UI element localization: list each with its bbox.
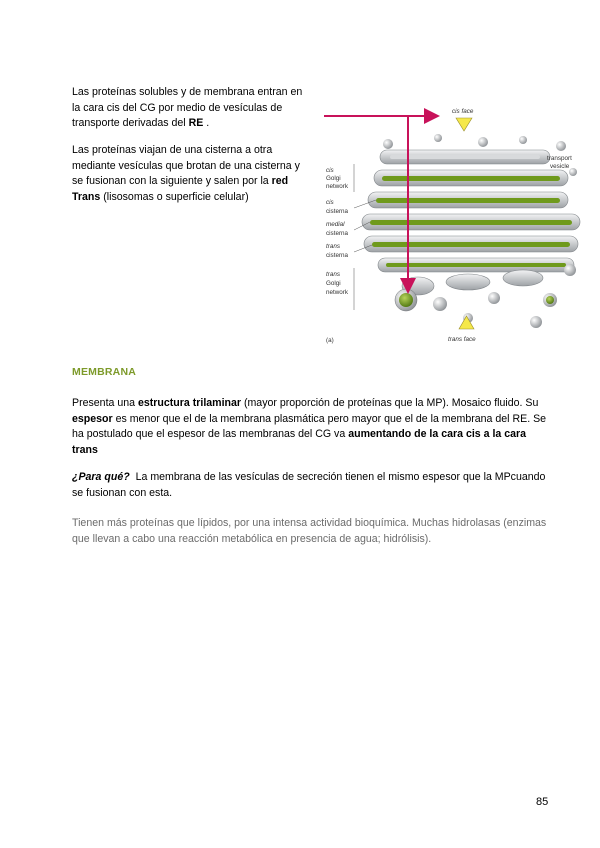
text: Presenta una xyxy=(72,397,138,409)
page-number: 85 xyxy=(536,796,549,808)
cis-cisterna-label-1: cis xyxy=(326,199,334,206)
cis-cisterna-label-2: cisterna xyxy=(326,208,349,215)
question-term: ¿Para qué? xyxy=(72,471,130,483)
red-trans-term: red Trans xyxy=(72,175,289,203)
text: La membrana de las vesículas de secreción tienen el mismo espesor que la MPcuando se fusionan con esta. xyxy=(72,471,549,499)
membrana-paragraph-1 xyxy=(72,396,552,458)
intro-paragraph-1 xyxy=(72,85,304,132)
intro-paragraph-2 xyxy=(72,143,312,205)
section-heading: MEMBRANA xyxy=(72,366,137,378)
cis-golgi-label-3: network xyxy=(326,183,349,190)
trans-cisterna-label-2: cisterna xyxy=(326,252,349,259)
medial-cisterna-label-2: cisterna xyxy=(326,230,349,237)
trans-golgi-label-3: network xyxy=(326,289,349,296)
membrana-paragraph-2 xyxy=(72,470,552,501)
left-labels xyxy=(326,164,376,344)
transport-vesicle-label-2: vesicle xyxy=(550,163,570,170)
bold-term: aumentando de la cara cis a la cara trans xyxy=(72,428,527,456)
golgi-diagram xyxy=(318,100,590,350)
text: es menor que el de la membrana plasmática pero mayor que el de la membrana del RE. Se ha postulado que el espesor de las membranas del CG va xyxy=(72,412,547,440)
re-term: RE xyxy=(188,117,204,129)
text: (mayor proporción de proteínas que la MP). Mosaico fluido. Su xyxy=(241,397,539,409)
cisternae-stack xyxy=(362,150,580,272)
cis-face-triangle xyxy=(456,118,472,131)
intro-text-end: (lisosomas o superficie celular) xyxy=(100,190,249,203)
bold-term: estructura trilaminar xyxy=(137,397,241,409)
intro-text: Las proteínas solubles y de membrana entran en la cara cis del CG por medio de vesículas de transporte derivadas del xyxy=(72,86,303,129)
panel-label: (a) xyxy=(326,337,334,344)
cis-golgi-label-1: cis xyxy=(326,167,334,174)
membrana-paragraph-3: Tienen más proteínas que lípidos, por una intensa actividad bioquímica. Muchas hidrolasas (enzimas que llevan a cabo una reacción metabólica en presencia de agua; hidrólisis). xyxy=(72,517,547,545)
trans-golgi-label-1: trans xyxy=(326,271,340,278)
trans-cisterna-label-1: trans xyxy=(326,243,340,250)
bold-term: espesor xyxy=(72,412,113,425)
trans-face-label: trans face xyxy=(448,336,476,343)
trans-golgi-network xyxy=(395,264,576,328)
intro-text-end: . xyxy=(203,117,210,129)
cis-golgi-label-2: Golgi xyxy=(326,175,341,182)
medial-cisterna-label-1: medial xyxy=(326,221,345,228)
intro-text: Las proteínas viajan de una cisterna a otra mediante vesículas que brotan de una cisterna y se fusionan con la siguiente y salen por la xyxy=(72,144,300,187)
cis-face-label: cis face xyxy=(452,108,474,115)
golgi-svg xyxy=(318,100,590,350)
trans-golgi-label-2: Golgi xyxy=(326,280,341,287)
transport-vesicle-label-1: transport xyxy=(547,155,572,162)
